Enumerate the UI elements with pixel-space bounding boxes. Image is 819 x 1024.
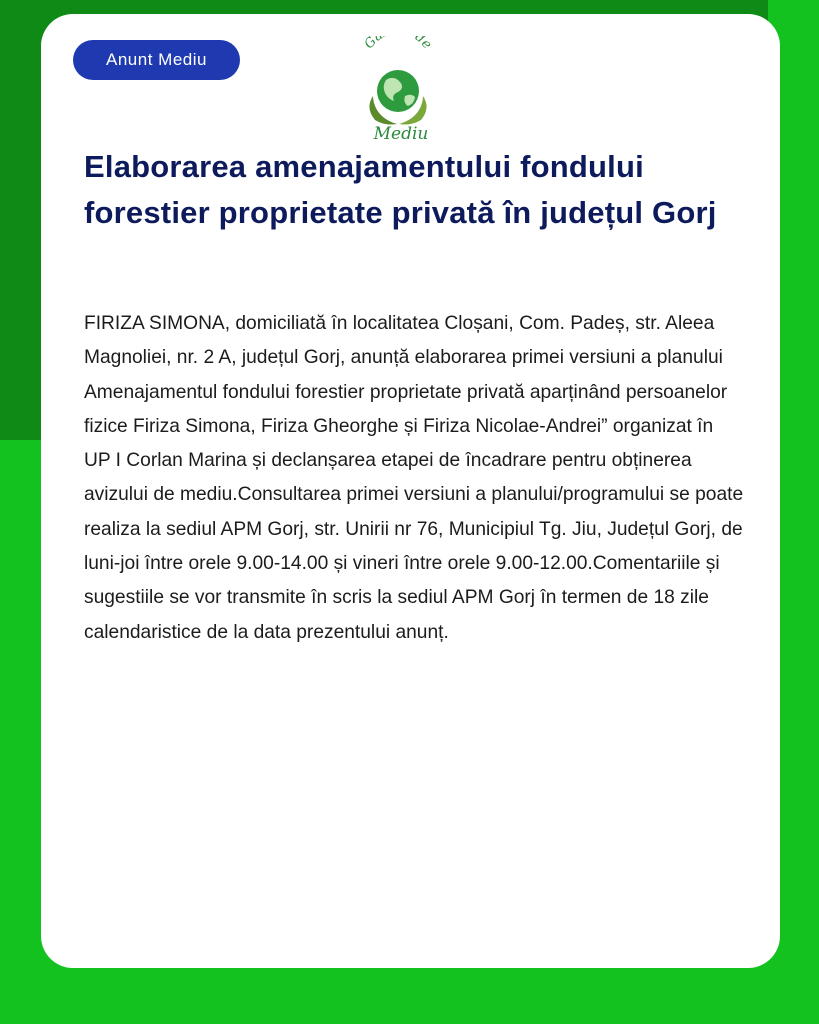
category-badge[interactable] bbox=[73, 40, 240, 80]
logo-title-bottom: Mediu bbox=[373, 124, 429, 144]
gazeta-de-mediu-logo bbox=[353, 36, 443, 146]
article-title: Elaborarea amenajamentului fondului forestier proprietate privată în județul Gorj bbox=[84, 149, 717, 230]
category-badge-label: Anunt Mediu bbox=[106, 50, 207, 69]
logo-title-top: Ga de bbox=[361, 36, 435, 52]
globe-leaf-icon bbox=[369, 70, 426, 125]
article-body: FIRIZA SIMONA, domiciliată în localitatea Cloșani, Com. Padeș, str. Aleea Magnoliei, nr. 2 A, județul Gorj, anunță elaborarea primei versiuni a planului Amenajamentul fondului forestier proprietate privată aparținând persoanelor fizice Firiza Simona, Firiza Gheorghe și Firiza Nicolae-Andrei” organizat în UP I Corlan Marina și declanșarea etapei de încadrare pentru obținerea avizului de mediu.Consultarea primei versiuni a planului/programului se poate realiza la sediul APM Gorj, str. Unirii nr 76, Municipiul Tg. Jiu, Județul Gorj, de luni-joi între orele 9.00-14.00 și vineri între orele 9.00-12.00.Comentariile și sugestiile se vor transmite în scris la sediul APM Gorj în termen de 18 zile calendaristice de la data prezentului anunț. bbox=[84, 313, 744, 643]
announcement-card bbox=[41, 14, 780, 968]
